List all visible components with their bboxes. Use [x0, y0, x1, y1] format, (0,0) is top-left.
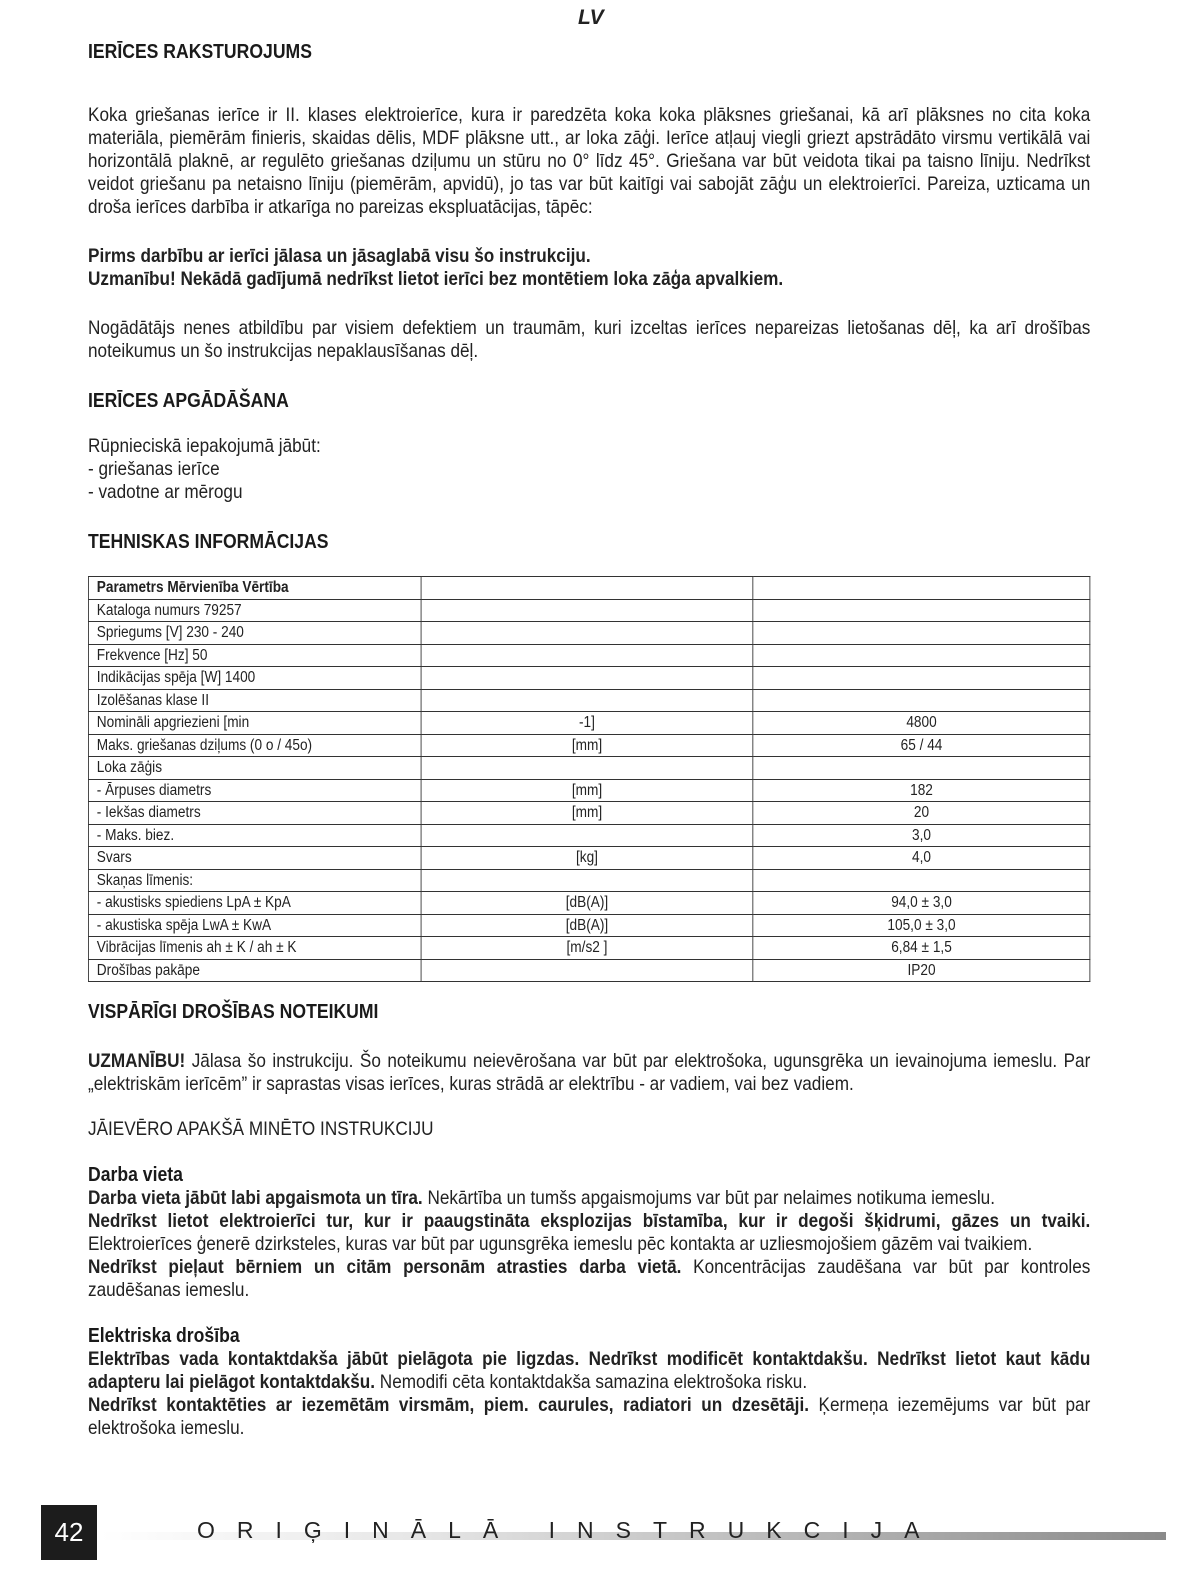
spec-value [753, 644, 1090, 667]
spec-parameter: - akustiska spēja LwA ± KwA [88, 914, 420, 937]
spec-value [753, 667, 1090, 690]
spec-row [88, 914, 1089, 937]
spec-parameter: - Maks. biez. [88, 824, 420, 847]
spec-row [88, 689, 1089, 712]
supply-item: - griešanas ierīce [88, 458, 220, 480]
spec-value [753, 622, 1090, 645]
spec-value: 94,0 ± 3,0 [753, 892, 1090, 915]
spec-row [88, 802, 1089, 825]
spec-parameter: Drošības pakāpe [88, 959, 420, 982]
work-area-children-bold: Nedrīkst pieļaut bērniem un citām personām atrasties darba vietā. [88, 1256, 682, 1278]
spec-row [88, 779, 1089, 802]
spec-unit: [m/s2 ] [421, 937, 753, 960]
spec-value: IP20 [753, 959, 1090, 982]
warning-label: UZMANĪBU! [88, 1050, 186, 1072]
liability-disclaimer: Nogādātājs nenes atbildību par visiem defektiem un traumām, kuri izceltas ierīces nepareizas lietošanas dēļ, ka arī drošības noteikumus un šo instrukcijas nepaklausīšanas dēļ. [88, 317, 1091, 362]
spec-unit [421, 667, 753, 690]
spec-parameter: Nomināli apgriezieni [min [88, 712, 420, 735]
spec-value: 4,0 [753, 847, 1090, 870]
spec-unit [421, 959, 753, 982]
electrical-grounding-bold: Nedrīkst kontaktēties ar iezemētām virsmām, piem. caurules, radiatori un dzesētāji. [88, 1394, 809, 1416]
spec-unit [421, 599, 753, 622]
spec-unit: [mm] [421, 734, 753, 757]
spec-row [88, 847, 1089, 870]
spec-value: 20 [753, 802, 1090, 825]
spec-value [753, 869, 1090, 892]
spec-parameter: Indikācijas spēja [W] 1400 [88, 667, 420, 690]
spec-row [88, 869, 1089, 892]
spec-parameter: - akustisks spiediens LpA ± KpA [88, 892, 420, 915]
work-area-children [88, 1256, 1090, 1302]
supply-item: - vadotne ar mērogu [88, 481, 243, 503]
device-description: Koka griešanas ierīce ir II. klases elektroierīce, kura ir paredzēta koka koka plāksnes griešanai, kā arī plāksnes no cita koka materiāla, piemērām finieris, skaidas dēlis, MDF plāksne utt., ar loka zāģi. Ierīce atļauj viegli griezt apstrādāto virsmu vertikālā vai horizontālā plaknē, ar regulēto griešanas dziļumu un stūru no 0° līdz 45°. Griešana var būt veidota tikai pa taisno līniju. Nedrīkst veidot griešanu pa netaisno līniju (piemērām, apvidū), jo tas var būt kaitīgi vai sabojāt zāģu un elektroierīci. Pareiza, uzticama un droša ierīces darbība ir atkarīga no pareizas ekspluatācijas, tāpēc: [88, 104, 1091, 218]
spec-parameter: Vibrācijas līmenis ah ± K / ah ± K [88, 937, 420, 960]
electrical-plug-text: Nemodifi cēta kontaktdakša samazina elektrošoka risku. [375, 1371, 808, 1393]
page-number: 42 [41, 1505, 97, 1560]
spec-row [88, 734, 1089, 757]
work-area-light [88, 1187, 1090, 1210]
section-title-technical-info: TEHNISKAS INFORMĀCIJAS [88, 531, 329, 553]
spec-value: 4800 [753, 712, 1090, 735]
spec-row [88, 959, 1089, 982]
spec-row [88, 577, 1089, 600]
spec-unit: [dB(A)] [421, 892, 753, 915]
spec-unit [421, 869, 753, 892]
page-body [88, 40, 1090, 1440]
page-footer [41, 1505, 1166, 1560]
spec-unit: [mm] [421, 779, 753, 802]
spec-table [88, 576, 1090, 982]
section-title-general-safety: VISPĀRĪGI DROŠĪBAS NOTEIKUMI [88, 1001, 379, 1023]
spec-parameter: Kataloga numurs 79257 [88, 599, 420, 622]
spec-parameter: Skaņas līmenis: [88, 869, 420, 892]
spec-value: 65 / 44 [753, 734, 1090, 757]
subsection-work-area: Darba vieta [88, 1164, 183, 1186]
work-area-explosive-bold: Nedrīkst lietot elektroierīci tur, kur ir paaugstināta eksplozijas bīstamība, kur ir degoši šķidrumi, gāzes un tvaiki. [88, 1210, 1091, 1232]
footer-title: ORIĢINĀLĀ INSTRUKCIJA [197, 1517, 942, 1543]
general-warning [88, 1050, 1090, 1096]
spec-row [88, 937, 1089, 960]
electrical-plug-bold: Elektrības vada kontaktdakša jābūt pielāgota pie ligzdas. Nedrīkst modificēt kontaktdakšu. Nedrīkst lietot kaut kādu adapteru lai pielāgot kontaktdakšu. [88, 1348, 1091, 1393]
spec-unit [421, 577, 753, 600]
section-title-supply: IERĪCES APGĀDĀŠANA [88, 390, 289, 412]
spec-unit: [mm] [421, 802, 753, 825]
spec-value: 182 [753, 779, 1090, 802]
read-instructions-note: Pirms darbību ar ierīci jālasa un jāsaglabā visu šo instrukciju. [88, 245, 591, 267]
spec-row [88, 712, 1089, 735]
spec-row [88, 599, 1089, 622]
spec-unit [421, 644, 753, 667]
supply-intro: Rūpnieciskā iepakojumā jābūt: [88, 435, 321, 457]
spec-parameter: Izolēšanas klase II [88, 689, 420, 712]
spec-unit: -1] [421, 712, 753, 735]
warning-text: Jālasa šo instrukciju. Šo noteikumu neievērošana var būt par elektrošoka, ugunsgrēka un ievainojuma iemeslu. Par „elektriskām ierīcēm” ir saprastas visas ierīces, kuras strādā ar elektrību - ar vadiem, vai bez vadiem. [88, 1050, 1091, 1095]
spec-value [753, 757, 1090, 780]
supply-list [88, 458, 1090, 504]
spec-parameter: Parametrs Mērvienība Vērtība [88, 577, 420, 600]
keep-instructions: JĀIEVĒRO APAKŠĀ MINĒTO INSTRUKCIJU [88, 1118, 434, 1140]
work-area-light-bold: Darba vieta jābūt labi apgaismota un tīra. [88, 1187, 423, 1209]
spec-parameter: - Ārpuses diametrs [88, 779, 420, 802]
spec-parameter: Spriegums [V] 230 - 240 [88, 622, 420, 645]
subsection-electrical-safety: Elektriska drošība [88, 1325, 240, 1347]
language-code: LV [578, 6, 604, 29]
page-content [88, 40, 1090, 1440]
spec-value [753, 689, 1090, 712]
spec-unit: [kg] [421, 847, 753, 870]
work-area-light-text: Nekārtība un tumšs apgaismojums var būt par nelaimes notikuma iemeslu. [422, 1187, 995, 1209]
spec-parameter: - Iekšas diametrs [88, 802, 420, 825]
spec-row [88, 757, 1089, 780]
section-title-device-features: IERĪCES RAKSTUROJUMS [88, 41, 312, 63]
spec-unit [421, 824, 753, 847]
spec-value: 6,84 ± 1,5 [753, 937, 1090, 960]
electrical-grounding [88, 1394, 1090, 1440]
spec-parameter: Loka zāģis [88, 757, 420, 780]
spec-row [88, 824, 1089, 847]
spec-value [753, 577, 1090, 600]
spec-unit [421, 757, 753, 780]
work-area-explosive-text: Elektroierīces ģenerē dzirksteles, kuras var būt par ugunsgrēka iemeslu pēc kontakta ar uzliesmojošiem gāzēm vai tvaikiem. [88, 1233, 1033, 1255]
spec-row [88, 892, 1089, 915]
work-area-children-text: Koncentrācijas zaudēšana var būt par kontroles zaudēšanas iemeslu. [88, 1256, 1091, 1301]
spec-row [88, 667, 1089, 690]
spec-value: 105,0 ± 3,0 [753, 914, 1090, 937]
electrical-grounding-text: Ķermeņa iezemējums var būt par elektrošoka iemeslu. [88, 1394, 1091, 1439]
spec-row [88, 644, 1089, 667]
spec-parameter: Svars [88, 847, 420, 870]
spec-unit: [dB(A)] [421, 914, 753, 937]
spec-unit [421, 622, 753, 645]
spec-value [753, 599, 1090, 622]
work-area-explosive [88, 1210, 1090, 1256]
spec-parameter: Frekvence [Hz] 50 [88, 644, 420, 667]
spec-value: 3,0 [753, 824, 1090, 847]
guard-warning: Uzmanību! Nekādā gadījumā nedrīkst lietot ierīci bez montētiem loka zāģa apvalkiem. [88, 268, 784, 290]
spec-parameter: Maks. griešanas dziļums (0 o / 45o) [88, 734, 420, 757]
spec-unit [421, 689, 753, 712]
electrical-plug [88, 1348, 1090, 1394]
spec-row [88, 622, 1089, 645]
